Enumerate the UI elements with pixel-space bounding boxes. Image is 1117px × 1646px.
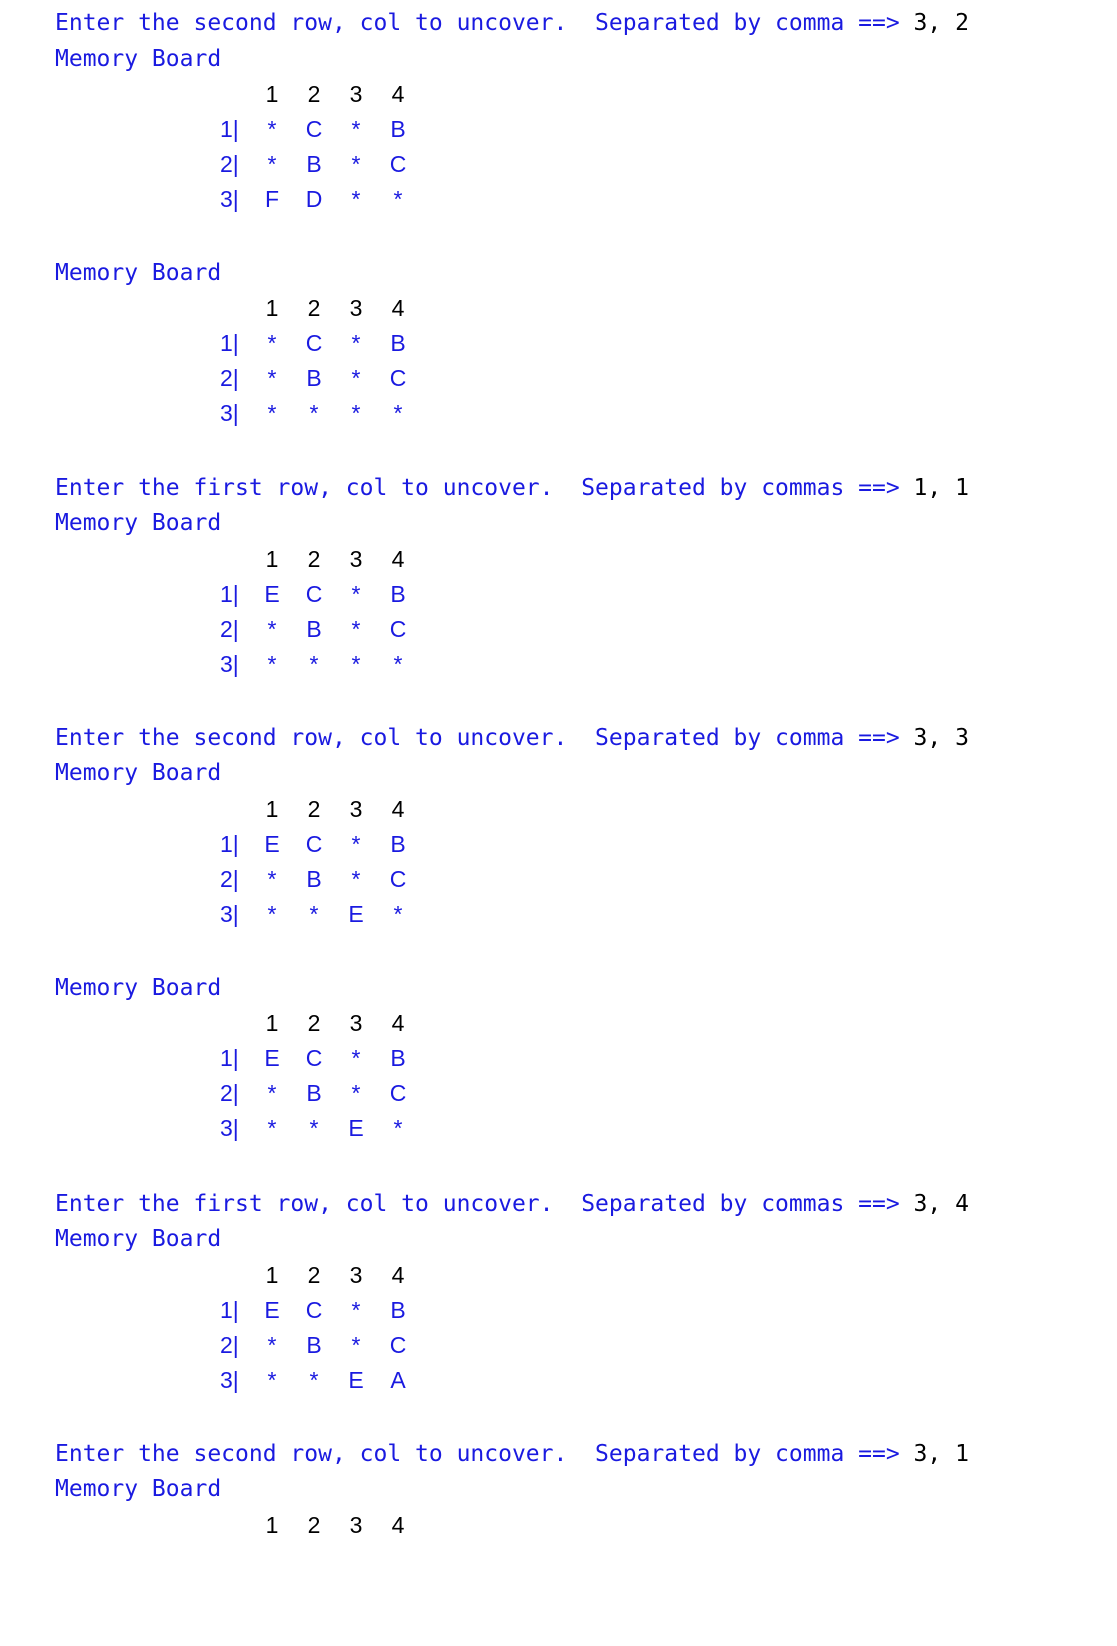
revealed-card-cell: B: [306, 1332, 322, 1358]
hidden-card-cell: *: [351, 1297, 361, 1323]
hidden-card-cell: *: [267, 330, 277, 356]
hidden-card-cell: *: [267, 151, 277, 177]
hidden-card-cell: *: [351, 400, 361, 426]
column-header: 4: [391, 1010, 405, 1036]
board-title: Memory Board: [55, 760, 222, 786]
hidden-card-cell: *: [267, 1115, 277, 1141]
board-title: Memory Board: [55, 1226, 222, 1252]
column-header: 1: [265, 81, 279, 107]
hidden-card-cell: *: [351, 651, 361, 677]
row-label: 3|: [220, 901, 239, 927]
hidden-card-cell: *: [393, 1115, 403, 1141]
hidden-card-cell: *: [393, 186, 403, 212]
hidden-card-cell: *: [267, 1332, 277, 1358]
revealed-card-cell: E: [348, 1115, 364, 1141]
hidden-card-cell: *: [351, 151, 361, 177]
hidden-card-cell: *: [351, 831, 361, 857]
revealed-card-cell: E: [264, 1297, 280, 1323]
revealed-card-cell: E: [264, 831, 280, 857]
hidden-card-cell: *: [351, 116, 361, 142]
board-title: Memory Board: [55, 975, 222, 1001]
user-input: 3, 3: [913, 725, 969, 751]
revealed-card-cell: B: [390, 831, 406, 857]
revealed-card-cell: C: [389, 866, 407, 892]
column-header: 1: [265, 796, 279, 822]
column-header: 1: [265, 1010, 279, 1036]
board-title: Memory Board: [55, 46, 222, 72]
revealed-card-cell: A: [390, 1367, 406, 1393]
hidden-card-cell: *: [267, 901, 277, 927]
column-header: 2: [307, 295, 321, 321]
column-header: 4: [391, 796, 405, 822]
column-header: 2: [307, 1512, 321, 1538]
hidden-card-cell: *: [267, 400, 277, 426]
board-title: Memory Board: [55, 260, 222, 286]
user-input: 1, 1: [913, 475, 969, 501]
revealed-card-cell: B: [306, 1080, 322, 1106]
hidden-card-cell: *: [351, 1080, 361, 1106]
revealed-card-cell: D: [305, 186, 323, 212]
revealed-card-cell: C: [305, 831, 323, 857]
column-header: 1: [265, 295, 279, 321]
hidden-card-cell: *: [351, 330, 361, 356]
revealed-card-cell: B: [306, 616, 322, 642]
revealed-card-cell: C: [305, 116, 323, 142]
revealed-card-cell: C: [305, 330, 323, 356]
row-label: 1|: [220, 581, 239, 607]
hidden-card-cell: *: [393, 400, 403, 426]
column-header: 3: [349, 81, 363, 107]
revealed-card-cell: B: [390, 581, 406, 607]
row-label: 2|: [220, 1080, 239, 1106]
revealed-card-cell: E: [348, 1367, 364, 1393]
hidden-card-cell: *: [267, 616, 277, 642]
row-label: 3|: [220, 1115, 239, 1141]
revealed-card-cell: B: [390, 1297, 406, 1323]
hidden-card-cell: *: [267, 866, 277, 892]
hidden-card-cell: *: [393, 901, 403, 927]
column-header: 2: [307, 1262, 321, 1288]
hidden-card-cell: *: [309, 400, 319, 426]
hidden-card-cell: *: [309, 1367, 319, 1393]
column-header: 3: [349, 1512, 363, 1538]
row-label: 3|: [220, 400, 239, 426]
revealed-card-cell: B: [390, 1045, 406, 1071]
row-label: 2|: [220, 616, 239, 642]
revealed-card-cell: B: [306, 365, 322, 391]
revealed-card-cell: E: [264, 581, 280, 607]
revealed-card-cell: C: [389, 151, 407, 177]
row-label: 1|: [220, 1297, 239, 1323]
prompt-line: [55, 1440, 969, 1468]
hidden-card-cell: *: [267, 116, 277, 142]
row-label: 1|: [220, 1045, 239, 1071]
user-input: 3, 4: [913, 1191, 969, 1217]
hidden-card-cell: *: [309, 1115, 319, 1141]
hidden-card-cell: *: [267, 1080, 277, 1106]
hidden-card-cell: *: [351, 866, 361, 892]
column-header: 4: [391, 295, 405, 321]
row-label: 2|: [220, 866, 239, 892]
hidden-card-cell: *: [351, 1045, 361, 1071]
row-label: 3|: [220, 186, 239, 212]
column-header: 3: [349, 1010, 363, 1036]
hidden-card-cell: *: [351, 581, 361, 607]
revealed-card-cell: C: [389, 1080, 407, 1106]
prompt-line: [55, 1190, 969, 1218]
row-label: 1|: [220, 831, 239, 857]
board-title: Memory Board: [55, 1476, 222, 1502]
hidden-card-cell: *: [309, 901, 319, 927]
column-header: 4: [391, 81, 405, 107]
prompt-line: [55, 9, 969, 37]
column-header: 2: [307, 546, 321, 572]
row-label: 3|: [220, 1367, 239, 1393]
column-header: 3: [349, 1262, 363, 1288]
column-header: 3: [349, 546, 363, 572]
column-header: 3: [349, 295, 363, 321]
column-header: 4: [391, 1512, 405, 1538]
hidden-card-cell: *: [351, 616, 361, 642]
row-label: 2|: [220, 365, 239, 391]
prompt-line: [55, 474, 969, 502]
revealed-card-cell: B: [390, 330, 406, 356]
prompt-text: Enter the second row, col to uncover. Separated by comma ==>: [55, 1441, 914, 1467]
revealed-card-cell: C: [389, 365, 407, 391]
revealed-card-cell: F: [264, 186, 280, 212]
user-input: 3, 2: [913, 10, 969, 36]
revealed-card-cell: B: [306, 151, 322, 177]
revealed-card-cell: E: [348, 901, 364, 927]
hidden-card-cell: *: [351, 186, 361, 212]
revealed-card-cell: C: [305, 581, 323, 607]
row-label: 2|: [220, 1332, 239, 1358]
revealed-card-cell: C: [305, 1297, 323, 1323]
hidden-card-cell: *: [351, 1332, 361, 1358]
column-header: 1: [265, 1262, 279, 1288]
column-header: 3: [349, 796, 363, 822]
hidden-card-cell: *: [267, 365, 277, 391]
revealed-card-cell: B: [306, 866, 322, 892]
user-input: 3, 1: [913, 1441, 969, 1467]
column-header: 4: [391, 1262, 405, 1288]
column-header: 4: [391, 546, 405, 572]
prompt-line: [55, 724, 969, 752]
revealed-card-cell: C: [305, 1045, 323, 1071]
revealed-card-cell: C: [389, 616, 407, 642]
column-header: 1: [265, 1512, 279, 1538]
revealed-card-cell: C: [389, 1332, 407, 1358]
row-label: 1|: [220, 330, 239, 356]
hidden-card-cell: *: [393, 651, 403, 677]
hidden-card-cell: *: [309, 651, 319, 677]
prompt-text: Enter the second row, col to uncover. Separated by comma ==>: [55, 10, 914, 36]
column-header: 2: [307, 1010, 321, 1036]
column-header: 2: [307, 796, 321, 822]
board-title: Memory Board: [55, 510, 222, 536]
hidden-card-cell: *: [351, 365, 361, 391]
column-header: 2: [307, 81, 321, 107]
hidden-card-cell: *: [267, 1367, 277, 1393]
hidden-card-cell: *: [267, 651, 277, 677]
row-label: 1|: [220, 116, 239, 142]
row-label: 3|: [220, 651, 239, 677]
prompt-text: Enter the first row, col to uncover. Separated by commas ==>: [55, 475, 914, 501]
prompt-text: Enter the second row, col to uncover. Separated by comma ==>: [55, 725, 914, 751]
prompt-text: Enter the first row, col to uncover. Separated by commas ==>: [55, 1191, 914, 1217]
column-header: 1: [265, 546, 279, 572]
revealed-card-cell: B: [390, 116, 406, 142]
row-label: 2|: [220, 151, 239, 177]
revealed-card-cell: E: [264, 1045, 280, 1071]
